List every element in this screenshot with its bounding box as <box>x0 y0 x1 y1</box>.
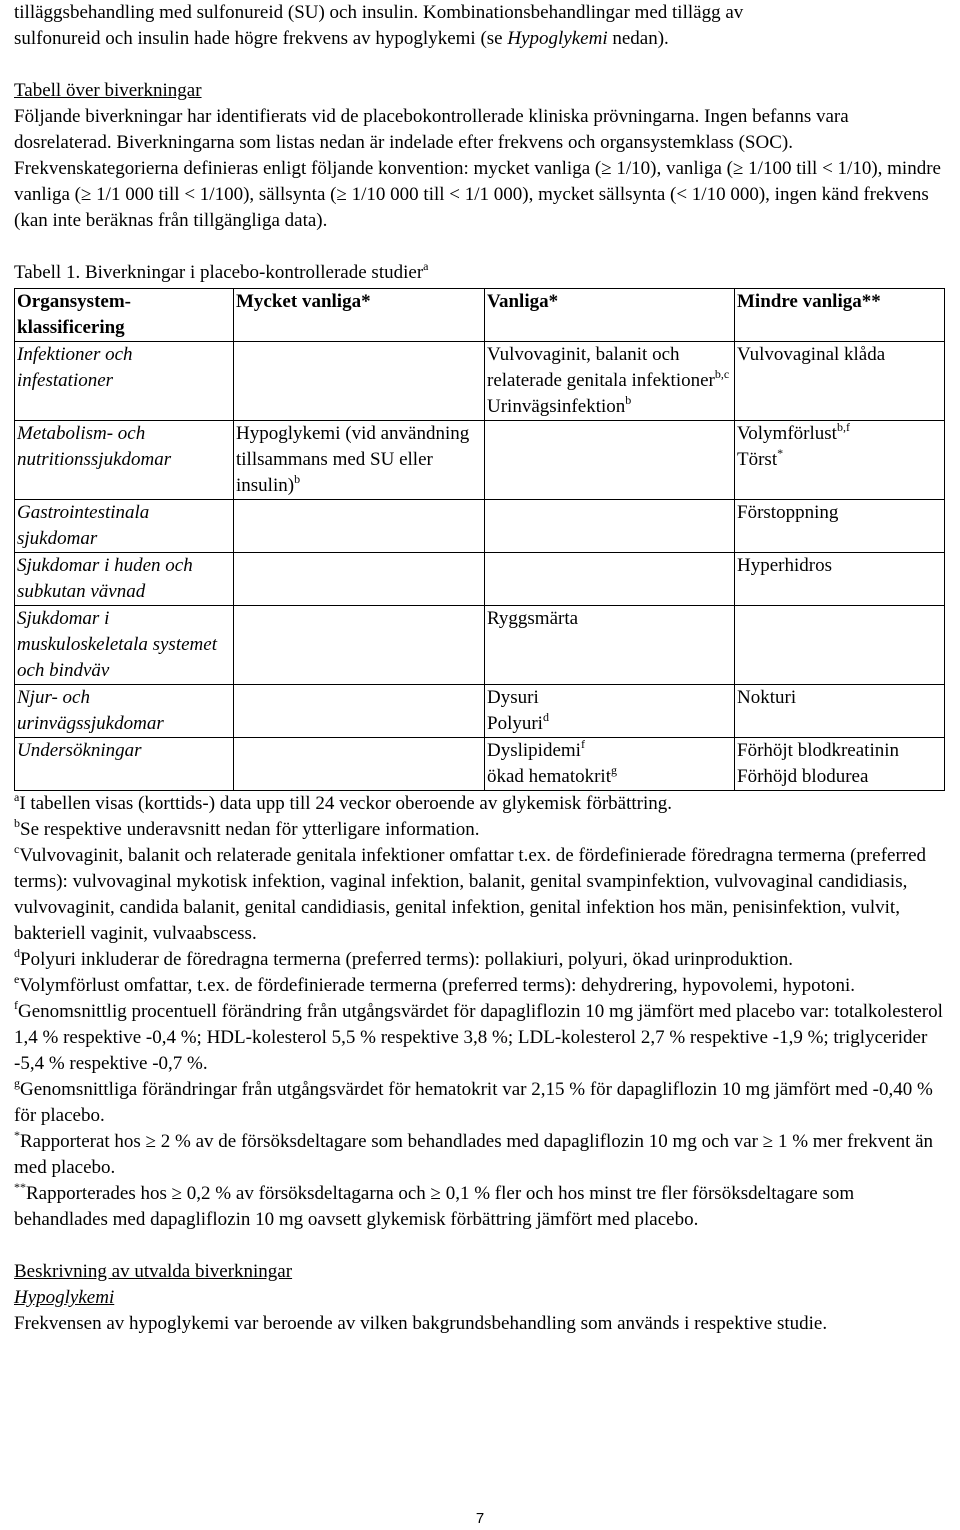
footnote-mark: e <box>14 971 20 986</box>
cell-uncommon <box>735 500 945 553</box>
table-body <box>15 342 945 791</box>
cell-soc-text: Infektioner och infestationer <box>17 344 133 391</box>
table-row <box>15 500 945 553</box>
footnote-mark: a <box>14 789 20 804</box>
cell-soc <box>15 500 234 553</box>
cell-uncommon-b-text: Förhöjd blodurea <box>737 766 869 787</box>
header-uncommon: Mindre vanliga** <box>735 289 945 342</box>
description-subheading: Hypoglykemi <box>14 1287 115 1308</box>
table-row <box>15 685 945 738</box>
footnote <box>14 843 944 947</box>
cell-very-common <box>234 606 485 685</box>
cell-soc-text: Metabolism- och nutritionssjukdomar <box>17 423 172 470</box>
intro-paragraph <box>14 0 944 52</box>
cell-uncommon-a-text: Nokturi <box>737 687 797 708</box>
cell-common <box>485 606 735 685</box>
intro-line1: tilläggsbehandling med sulfonureid (SU) och insulin. Kombinationsbehandlingar med tillägg av <box>14 2 744 23</box>
cell-uncommon <box>735 421 945 500</box>
table-caption-sup: a <box>423 258 429 273</box>
cell-soc-text: Sjukdomar i huden och subkutan vävnad <box>17 555 193 602</box>
cell-soc <box>15 421 234 500</box>
footnote <box>14 817 944 843</box>
cell-common-b-text: ökad hematokrit <box>487 766 611 787</box>
cell-very-common <box>234 421 485 500</box>
footnote-text: Vulvovaginit, balanit och relaterade genitala infektioner omfattar t.ex. de fördefinierade föredragna termerna (preferred terms): vulvovaginal mykotisk infektion, vaginal infektion, balanit, genital svampinfektion, vulvovaginal candidiasis, vulvovaginit, candida balanit, genital candidiasis, genital infektion, genital infektion hos män, penisinfektion, vulvit, bakteriell vaginit, vulvaabscess. <box>14 845 927 944</box>
header-soc: Organsystem-klassificering <box>15 289 234 342</box>
cell-common <box>485 421 735 500</box>
cell-soc-text: Njur- och urinvägssjukdomar <box>17 687 164 734</box>
footnote-mark: b <box>14 815 20 830</box>
section-heading: Tabell över biverkningar <box>14 80 202 101</box>
footnote <box>14 1077 944 1129</box>
footnote-text: Genomsnittliga förändringar från utgångsvärdet för hematokrit var 2,15 % för dapagliflozin 10 mg jämfört med -0,40 % för placebo. <box>14 1079 933 1126</box>
cell-uncommon <box>735 606 945 685</box>
cell-uncommon-a-text: Förstoppning <box>737 502 839 523</box>
cell-common-a-text: Dyslipidemi <box>487 740 581 761</box>
cell-soc-text: Gastrointestinala sjukdomar <box>17 502 150 549</box>
footnote-mark: * <box>14 1127 20 1142</box>
table-row <box>15 342 945 421</box>
footnote-text: Volymförlust omfattar, t.ex. de fördefinierade termerna (preferred terms): dehydrering, hypovolemi, hypotoni. <box>19 975 855 996</box>
cell-common <box>485 738 735 791</box>
cell-uncommon-a-text: Hyperhidros <box>737 555 832 576</box>
page-number: 7 <box>475 1510 485 1527</box>
cell-common-b-sup: g <box>611 762 617 777</box>
cell-uncommon <box>735 685 945 738</box>
adverse-reactions-table <box>14 288 945 791</box>
footnote <box>14 1129 944 1181</box>
footnote-text: Rapporterades hos ≥ 0,2 % av försöksdeltagarna och ≥ 0,1 % fler och hos minst tre fler försöksdeltagare som behandlades med dapagliflozin 10 mg oavsett glykemisk förbättring jämfört med placebo. <box>14 1183 855 1230</box>
footnote <box>14 947 944 973</box>
cell-uncommon-a-text: Volymförlust <box>737 423 837 444</box>
cell-common-b-text: Polyuri <box>487 713 543 734</box>
footnote-text: Se respektive underavsnitt nedan för ytterligare information. <box>20 819 480 840</box>
intro-line2-italic: Hypoglykemi <box>507 28 608 49</box>
document-page <box>14 0 944 1337</box>
cell-uncommon-a-text: Förhöjt blodkreatinin <box>737 740 900 761</box>
cell-very-common-text: Hypoglykemi (vid användning tillsammans med SU eller insulin) <box>236 423 470 496</box>
footnotes <box>14 791 944 1233</box>
description-heading: Beskrivning av utvalda biverkningar <box>14 1261 293 1282</box>
table-caption-text: Tabell 1. Biverkningar i placebo-kontrollerade studier <box>14 262 424 283</box>
cell-common-a-text: Ryggsmärta <box>487 608 579 629</box>
cell-common <box>485 553 735 606</box>
cell-very-common <box>234 342 485 421</box>
section-paragraph: Följande biverkningar har identifierats vid de placebokontrollerade kliniska prövningarna. Ingen befanns vara dosrelaterad. Biverkningarna som listas nedan är indelade efter frekvens och organsystemklass (SOC). Frekvenskategorierna definieras enligt följande konvention: mycket vanliga (≥ 1/10), vanliga (≥ 1/100 till < 1/10), mindre vanliga (≥ 1/1 000 till < 1/100), sällsynta (≥ 1/10 000 till < 1/1 000), mycket sällsynta (< 1/10 000), ingen känd frekvens (kan inte beräknas från tillgängliga data). <box>14 106 941 231</box>
cell-soc-text: Undersökningar <box>17 740 142 761</box>
cell-uncommon <box>735 342 945 421</box>
cell-common-a-sup: b,c <box>714 366 730 381</box>
cell-soc <box>15 738 234 791</box>
footnote <box>14 791 944 817</box>
cell-very-common <box>234 553 485 606</box>
intro-line2-pre: sulfonureid och insulin hade högre frekvens av hypoglykemi (se <box>14 28 508 49</box>
cell-very-common <box>234 500 485 553</box>
footnote-text: I tabellen visas (korttids-) data upp till 24 veckor oberoende av glykemisk förbättring. <box>19 793 673 814</box>
cell-soc <box>15 606 234 685</box>
footnote-mark: ** <box>14 1179 26 1194</box>
cell-uncommon <box>735 738 945 791</box>
cell-common-a-text: Vulvovaginit, balanit och relaterade genitala infektioner <box>487 344 715 391</box>
cell-common-b-text: Urinvägsinfektion <box>487 396 626 417</box>
cell-soc <box>15 685 234 738</box>
footnote-mark: f <box>14 997 18 1012</box>
footnote <box>14 999 944 1077</box>
cell-common <box>485 500 735 553</box>
table-row <box>15 606 945 685</box>
cell-soc <box>15 342 234 421</box>
cell-common-b-sup: d <box>542 709 549 724</box>
footnote <box>14 973 944 999</box>
table-row <box>15 738 945 791</box>
footnote-mark: g <box>14 1075 20 1090</box>
footnote-mark: d <box>14 945 20 960</box>
table-caption <box>14 260 944 286</box>
footnote-text: Genomsnittlig procentuell förändring från utgångsvärdet för dapagliflozin 10 mg jämfört med placebo var: totalkolesterol 1,4 % respektive -0,4 %; HDL-kolesterol 5,5 % respektive 3,8 %; LDL-kolesterol 2,7 % respektive -1,9 %; triglycerider -5,4 % respektive -0,7 %. <box>14 1001 943 1074</box>
cell-uncommon <box>735 553 945 606</box>
cell-uncommon-b-sup: * <box>777 445 784 460</box>
table-header-row <box>15 289 945 342</box>
cell-soc-text: Sjukdomar i muskuloskeletala systemet och bindväv <box>17 608 217 681</box>
footnote-text: Rapporterat hos ≥ 2 % av de försöksdeltagare som behandlades med dapagliflozin 10 mg och var ≥ 1 % mer frekvent än med placebo. <box>14 1131 934 1178</box>
cell-common-b-sup: b <box>625 392 632 407</box>
footnote-text: Polyuri inkluderar de föredragna termerna (preferred terms): pollakiuri, polyuri, ökad urinproduktion. <box>20 949 793 970</box>
header-common: Vanliga* <box>485 289 735 342</box>
cell-common <box>485 342 735 421</box>
cell-very-common <box>234 738 485 791</box>
footnote <box>14 1181 944 1233</box>
description-text: Frekvensen av hypoglykemi var beroende av vilken bakgrundsbehandling som används i respektive studie. <box>14 1313 828 1334</box>
cell-uncommon-a-sup: b,f <box>836 419 850 434</box>
cell-soc <box>15 553 234 606</box>
cell-uncommon-a-text: Vulvovaginal klåda <box>737 344 886 365</box>
table-row <box>15 421 945 500</box>
table-row <box>15 553 945 606</box>
cell-very-common <box>234 685 485 738</box>
cell-very-common-sup: b <box>294 471 301 486</box>
cell-common-a-sup: f <box>580 736 585 751</box>
intro-line2-post: nedan). <box>607 28 669 49</box>
header-very-common: Mycket vanliga* <box>234 289 485 342</box>
cell-common <box>485 685 735 738</box>
footnote-mark: c <box>14 841 20 856</box>
cell-uncommon-b-text: Törst <box>737 449 778 470</box>
cell-common-a-text: Dysuri <box>487 687 539 708</box>
